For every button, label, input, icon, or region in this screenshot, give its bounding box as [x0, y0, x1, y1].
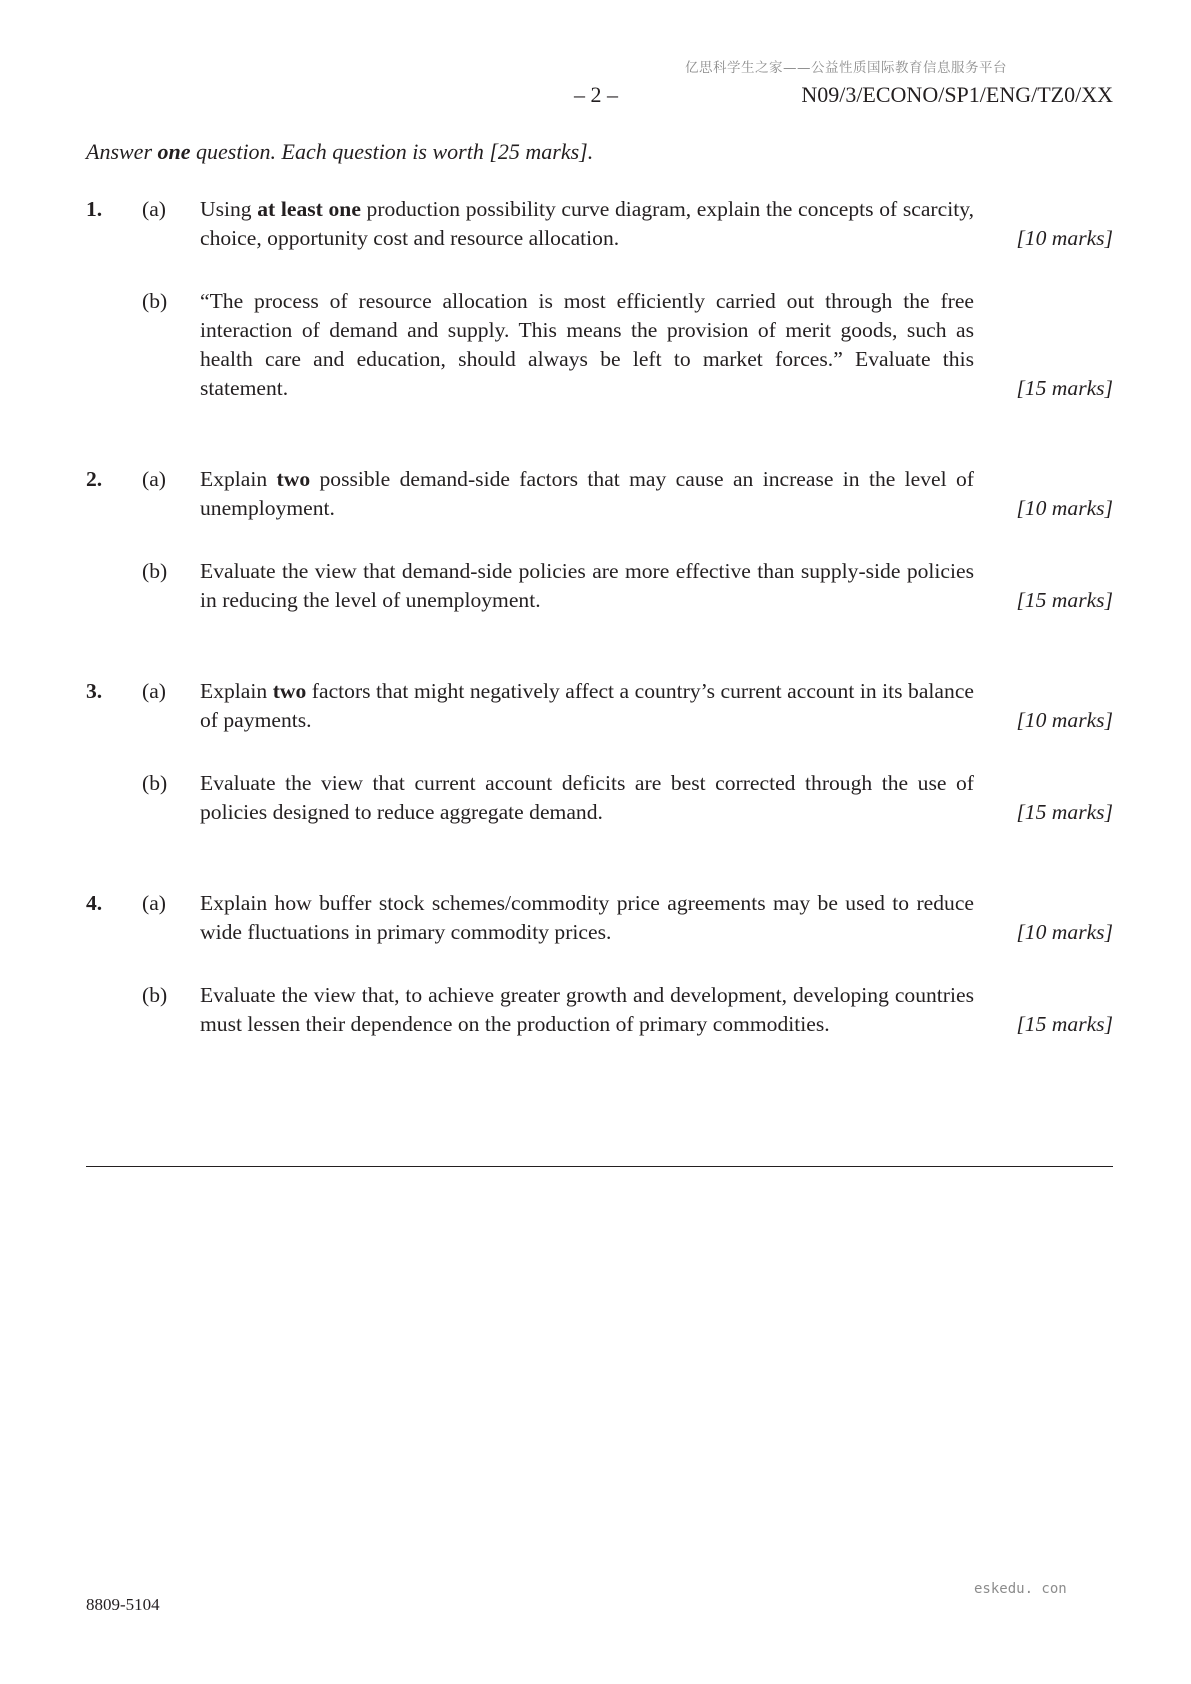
question-number: 3.: [86, 679, 103, 703]
part-marks: [10 marks]: [1016, 496, 1113, 520]
part-text: [200, 287, 974, 403]
part-text: [200, 889, 974, 947]
part-text-pre: Using: [200, 197, 258, 221]
part-label: (b): [142, 983, 168, 1007]
part-label: (b): [142, 289, 168, 313]
part-text: [200, 981, 974, 1039]
part-text-pre: Evaluate the view that, to achieve greater growth and development, developing countries must lessen their dependence on the production of primary commodities.: [200, 983, 974, 1036]
part-text-pre: Evaluate the view that current account deficits are best corrected through the use of policies designed to reduce aggregate demand.: [200, 771, 974, 824]
part-marks: [10 marks]: [1016, 920, 1113, 944]
paper-code: N09/3/ECONO/SP1/ENG/TZ0/XX: [801, 82, 1113, 107]
part-text-post: production possibility curve diagram, explain the concepts of scarcity, choice, opportunity cost and resource allocation.: [200, 197, 974, 250]
question-list: [86, 195, 1113, 1101]
part-label: (b): [142, 771, 168, 795]
part-label: (a): [142, 197, 166, 221]
instruction: [86, 139, 593, 165]
part-marks: [15 marks]: [1016, 1012, 1113, 1036]
end-rule: [86, 1166, 1113, 1167]
part-text: [200, 677, 974, 735]
part-label: (b): [142, 559, 168, 583]
footer-watermark: eskedu. con: [974, 1581, 1067, 1597]
part-text: [200, 195, 974, 253]
header-watermark: 亿思科学生之家——公益性质国际教育信息服务平台: [685, 60, 1007, 76]
question-part: [86, 981, 1113, 1039]
question-part: [86, 889, 1113, 947]
instruction-bold: one: [157, 139, 191, 164]
question-part: [86, 557, 1113, 615]
instruction-pre: Answer: [86, 139, 158, 164]
part-text-pre: Explain: [200, 679, 273, 703]
question-2: [86, 465, 1113, 615]
part-text-post: possible demand-side factors that may cause an increase in the level of unemployment.: [200, 467, 974, 520]
part-text-pre: “The process of resource allocation is most efficiently carried out through the free interaction of demand and supply. This means the provision of merit goods, such as health care and education, should always be left to market forces.” Evaluate this statement.: [200, 289, 974, 400]
question-1: [86, 195, 1113, 403]
question-part: [86, 677, 1113, 735]
part-text: [200, 465, 974, 523]
part-text-bold: at least one: [257, 197, 361, 221]
question-number: 1.: [86, 197, 103, 221]
question-number-spacer: [86, 981, 142, 1039]
question-number-spacer: [86, 287, 142, 403]
part-text-pre: Explain: [200, 467, 277, 491]
question-number: 4.: [86, 891, 103, 915]
footer-code: 8809-5104: [86, 1595, 160, 1614]
part-text-pre: Explain how buffer stock schemes/commodity price agreements may be used to reduce wide fluctuations in primary commodity prices.: [200, 891, 974, 944]
instruction-post: question. Each question is worth [25 marks].: [190, 139, 594, 164]
question-4: [86, 889, 1113, 1039]
part-marks: [15 marks]: [1016, 376, 1113, 400]
part-marks: [15 marks]: [1016, 588, 1113, 612]
question-number-spacer: [86, 769, 142, 827]
part-text-bold: two: [276, 467, 311, 491]
question-part: [86, 287, 1113, 403]
question-3: [86, 677, 1113, 827]
part-marks: [15 marks]: [1016, 800, 1113, 824]
question-part: [86, 769, 1113, 827]
part-label: (a): [142, 891, 166, 915]
page-number: – 2 –: [574, 82, 618, 107]
part-label: (a): [142, 467, 166, 491]
part-marks: [10 marks]: [1016, 708, 1113, 732]
part-text: [200, 769, 974, 827]
part-text-bold: two: [272, 679, 307, 703]
part-text: [200, 557, 974, 615]
part-text-pre: Evaluate the view that demand-side policies are more effective than supply-side policies in reducing the level of unemployment.: [200, 559, 974, 612]
question-number: 2.: [86, 467, 103, 491]
question-part: [86, 195, 1113, 253]
question-part: [86, 465, 1113, 523]
part-marks: [10 marks]: [1016, 226, 1113, 250]
part-text-post: factors that might negatively affect a country’s current account in its balance of payments.: [200, 679, 974, 732]
part-label: (a): [142, 679, 166, 703]
question-number-spacer: [86, 557, 142, 615]
